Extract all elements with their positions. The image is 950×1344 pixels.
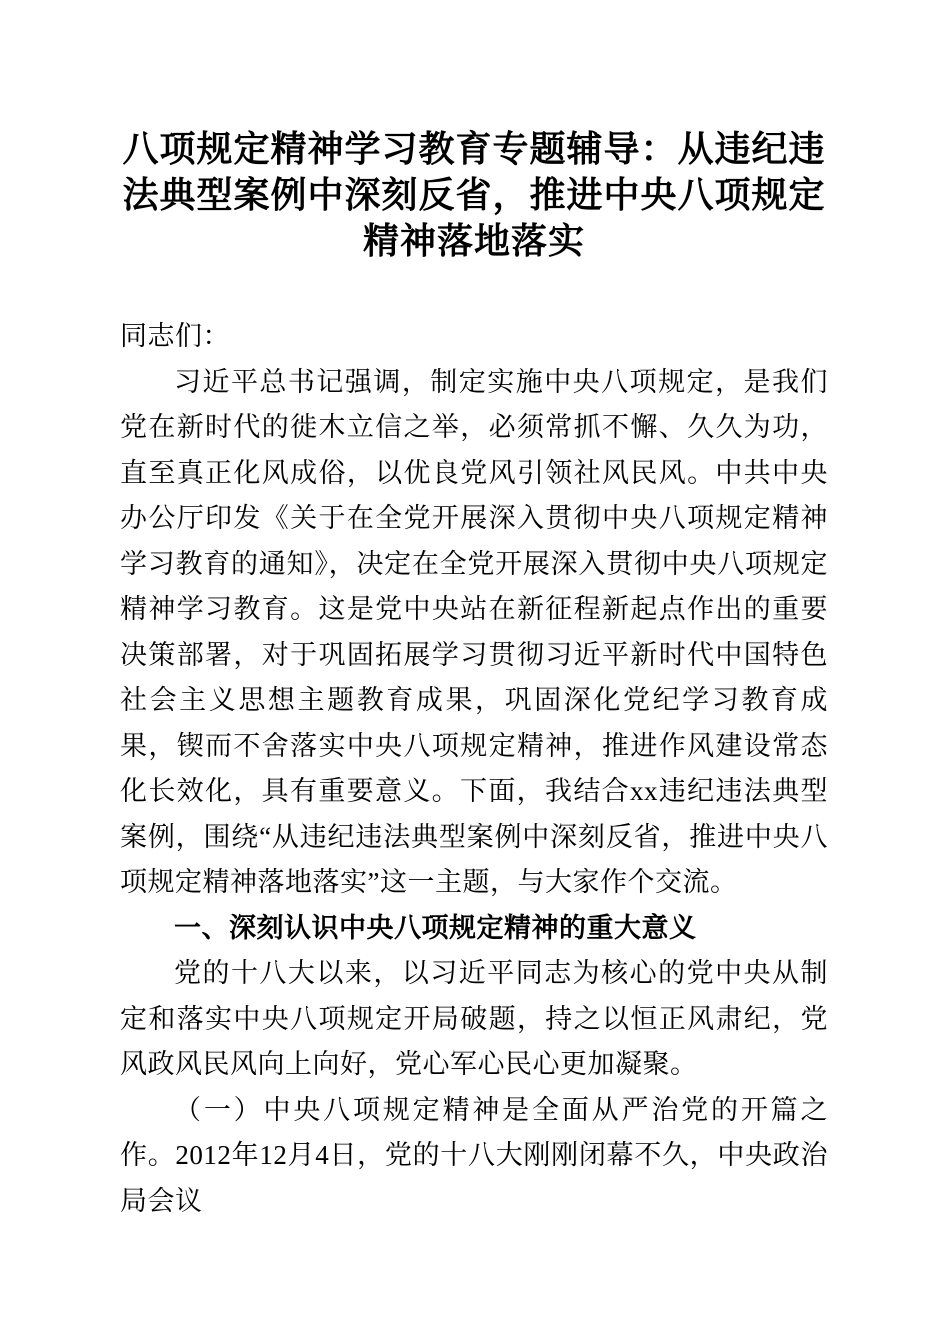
section-1-paragraph-1: 党的十八大以来，以习近平同志为核心的党中央从制定和落实中央八项规定开局破题，持之以恒正风肃纪，党风政风民风向上向好，党心军心民心更加凝聚。 xyxy=(120,958,828,1079)
subsection-1-body-text: 2012年12月4日，党的十八大刚刚闭幕不久，中央政治局会议 xyxy=(120,1140,829,1216)
salutation: 同志们： xyxy=(120,321,230,351)
section-1-heading: 一、深刻认识中央八项规定精神的重大意义 xyxy=(174,912,697,943)
intro-paragraph: 习近平总书记强调，制定实施中央八项规定，是我们党在新时代的徙木立信之举，必须常抓不懈、久久为功，直至真正化风成俗，以优良党风引领社风民风。中共中央办公厅印发《关于在全党开展深入贯彻中央八项规定精神学习教育的通知》，决定在全党开展深入贯彻中央八项规定精神学习教育。这是党中央站在新征程新起点作出的重要决策部署，对于巩固拓展学习贯彻习近平新时代中国特色社会主义思想主题教育成果，巩固深化党纪学习教育成果，锲而不舍落实中央八项规定精神，推进作风建设常态化长效化，具有重要意义。下面，我结合xx违纪违法典型案例，围绕“从违纪违法典型案例中深刻反省，推进中央八项规定精神落地落实”这一主题，与大家作个交流。 xyxy=(120,366,828,897)
document-title: 八项规定精神学习教育专题辅导：从违纪违法典型案例中深刻反省，推进中央八项规定精神落地落实 xyxy=(122,129,826,261)
section-1-subsection-1-paragraph xyxy=(120,1088,828,1225)
document-body xyxy=(120,314,828,1224)
subsection-1-lead-sentence: （一）中央八项规定精神是全面从严治党的开篇之作。 xyxy=(120,1094,828,1170)
